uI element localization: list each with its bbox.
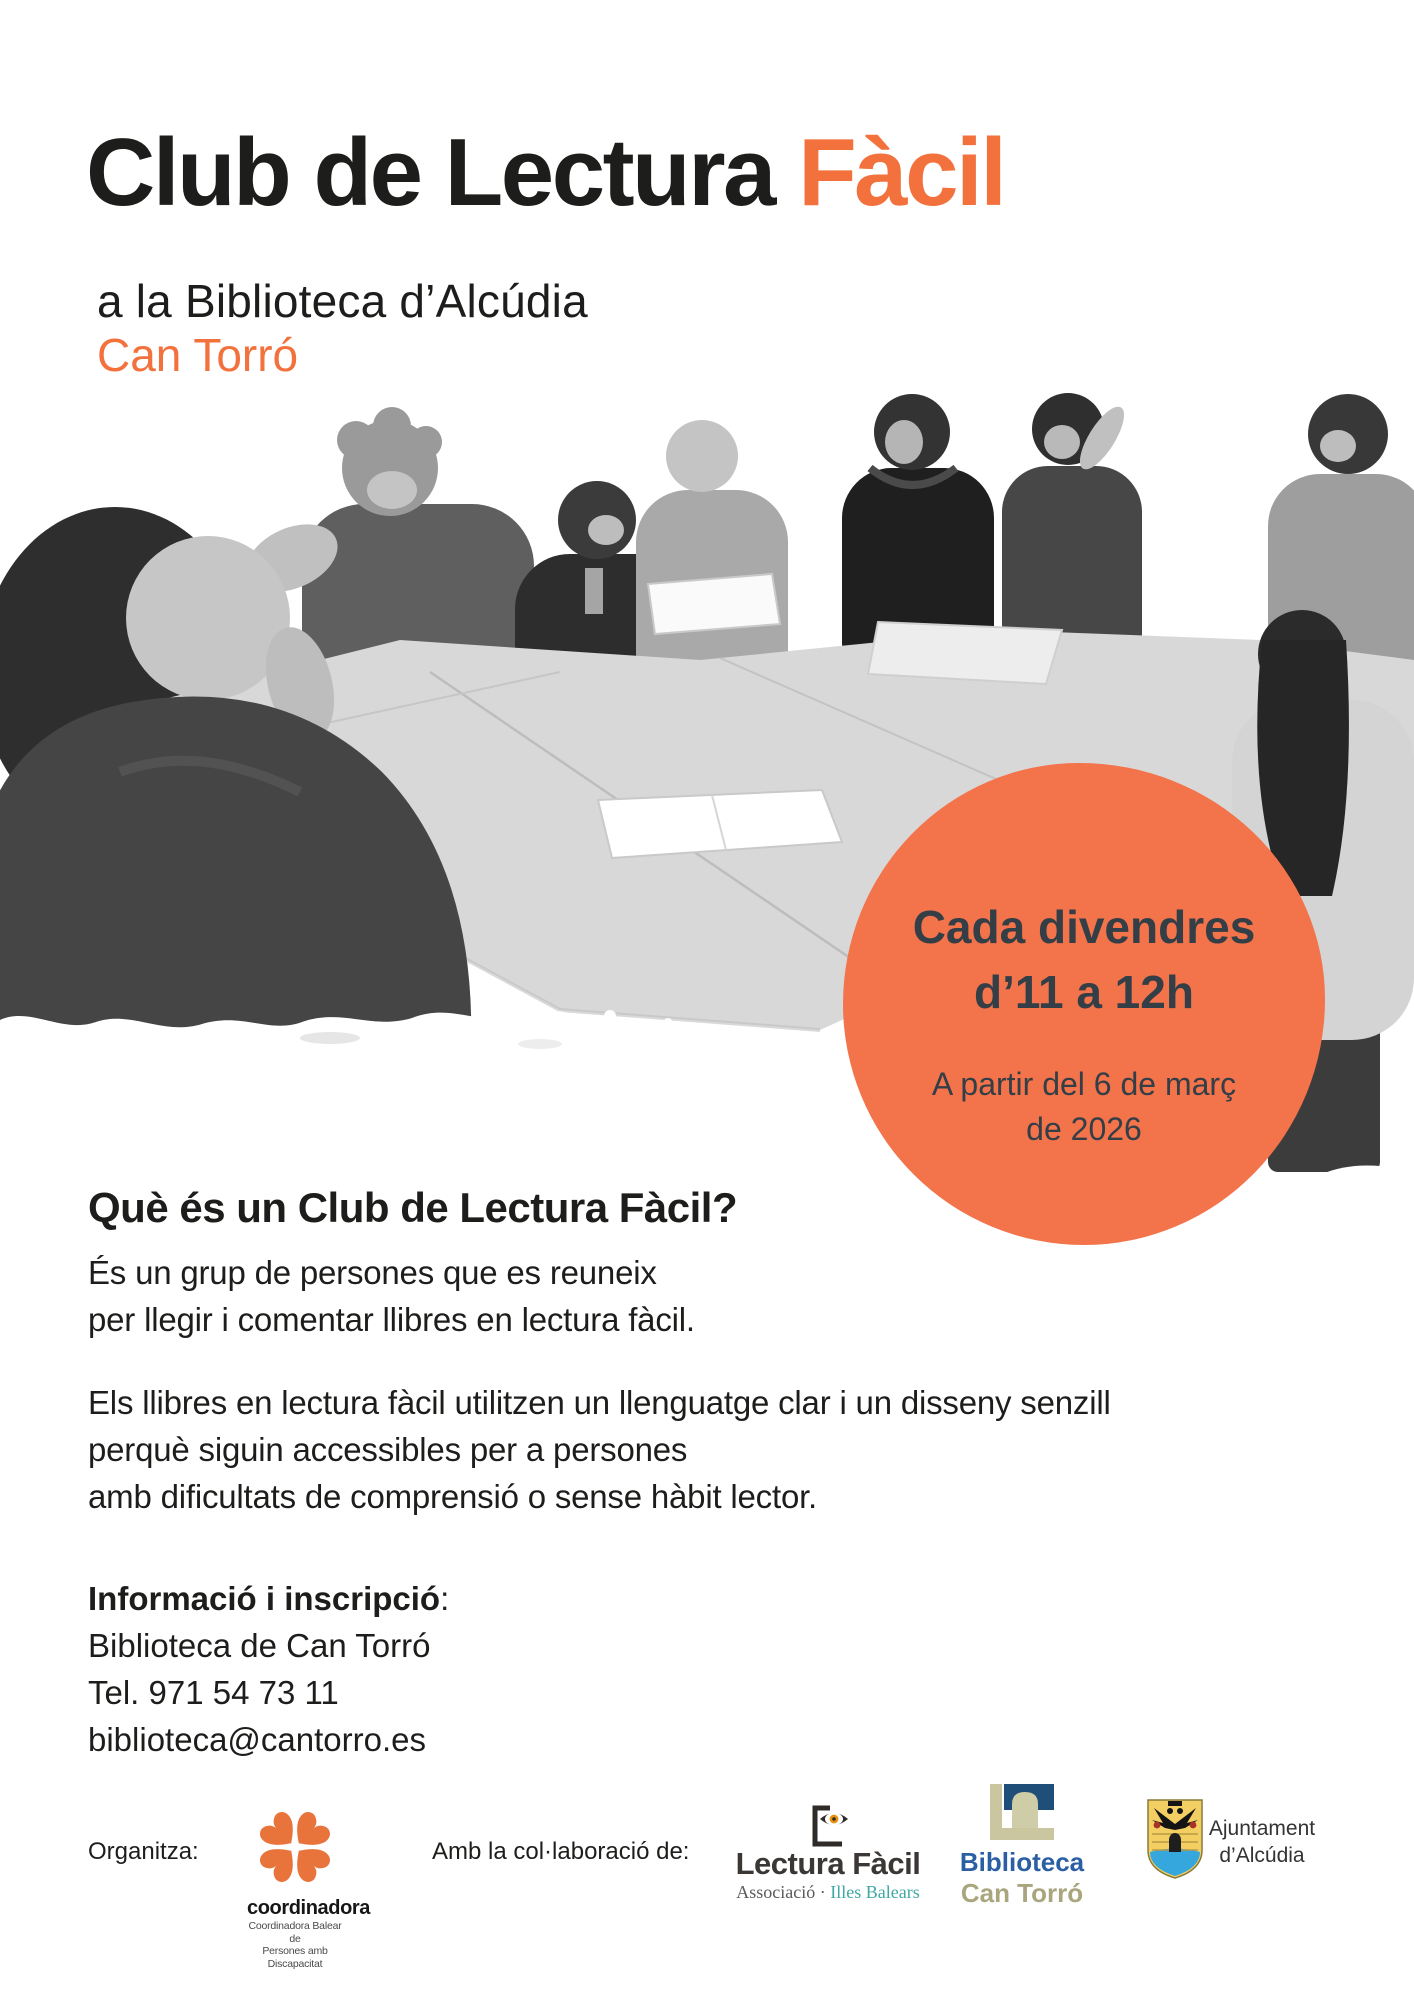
lectura-facil-name: Lectura Fàcil: [735, 1846, 921, 1881]
page-subtitle-location: Can Torró: [97, 329, 299, 381]
torn-edge: [0, 1011, 845, 1202]
page-subtitle: a la Biblioteca d’Alcúdia: [97, 275, 588, 327]
lectura-facil-logo: [678, 1804, 978, 1903]
badge-line1: Cada divendres: [912, 901, 1256, 953]
lectura-facil-eye-icon: [810, 1804, 850, 1848]
contact-block: [88, 1576, 449, 1763]
coordinadora-logo: [247, 1804, 370, 1970]
coordinadora-icon: [247, 1804, 343, 1890]
badge-line4: de 2026: [1026, 1111, 1142, 1148]
coordinadora-wordmark: coordinadora: [247, 1897, 370, 1919]
torn-edge-right: [1322, 1165, 1414, 1202]
badge-line3: A partir del 6 de març: [931, 1065, 1237, 1102]
lectura-facil-tagline: Associació · Illes Balears: [736, 1882, 920, 1902]
about-paragraph-2: Els llibres en lectura fàcil utilitzen un llenguatge clar i un disseny senzill perquè siguin accessibles per a persones amb dificultats de comprensió o sense hàbit lector.: [88, 1384, 1111, 1515]
coordinadora-tagline: Coordinadora Balear de Persones amb Discapacitat: [248, 1920, 342, 1970]
biblioteca-logo: [942, 1784, 1102, 1909]
schedule-badge: [843, 763, 1325, 1245]
contact-email: biblioteca@cantorro.es: [88, 1720, 427, 1758]
page-title: [86, 118, 1004, 228]
collaboration-label: Amb la col·laboració de:: [432, 1838, 690, 1865]
contact-heading: Informació i inscripció:: [88, 1580, 450, 1617]
about-heading: Què és un Club de Lectura Fàcil?: [88, 1184, 738, 1231]
contact-phone: Tel. 971 54 73 11: [88, 1673, 339, 1711]
about-paragraph-1: És un grup de persones que es reuneix per llegir i comentar llibres en lectura fàcil.: [88, 1254, 695, 1338]
contact-library: Biblioteca de Can Torró: [88, 1626, 431, 1664]
page-title-orange: Fàcil: [798, 119, 1005, 226]
ajuntament-label: Ajuntament d’Alcúdia: [1208, 1817, 1316, 1867]
page-title-black: Club de Lectura: [86, 119, 774, 226]
organitza-label: Organitza:: [88, 1838, 199, 1865]
biblioteca-icon: [990, 1784, 1054, 1840]
papers-center-right: [868, 622, 1062, 684]
biblioteca-location: Can Torró: [960, 1878, 1084, 1908]
badge-line2: d’11 a 12h: [974, 966, 1194, 1019]
biblioteca-name: Biblioteca: [959, 1847, 1085, 1877]
